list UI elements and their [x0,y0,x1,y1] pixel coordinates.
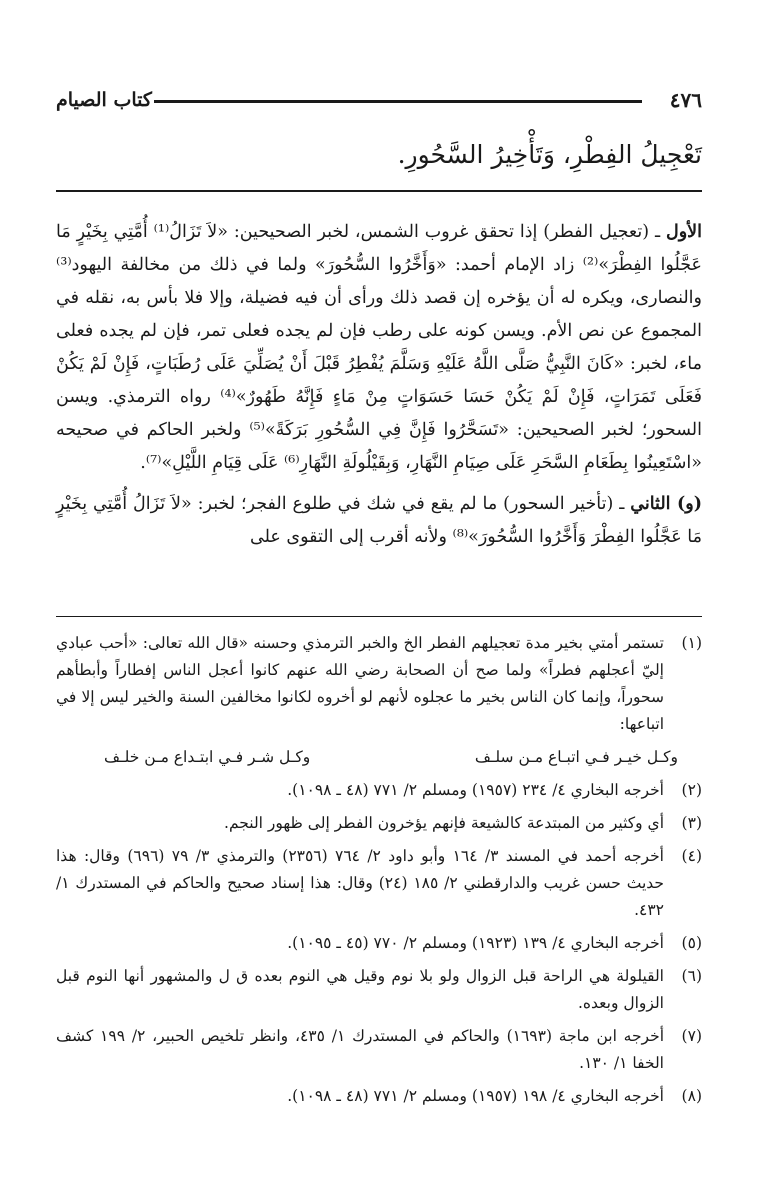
footnote [56,930,702,957]
commentary-body [56,216,702,562]
footnote-text: أخرجه البخاري ٤/ ١٣٩ (١٩٢٣) ومسلم ٢/ ٧٧٠ (٤٥ ـ ١٠٩٥). [287,934,664,952]
footnote [56,963,702,1017]
book-title: كتاب الصيام [56,89,152,111]
matn-text: تَعْجِيلُ الفِطْرِ، وَتَأْخِيرُ السَّحُورِ. [397,140,702,169]
footnote [56,1023,702,1077]
matn-divider [56,190,702,192]
footnote-number: (٦) [681,967,702,985]
footnote-text: القيلولة هي الراحة قبل الزوال ولو بلا نوم وقيل هي النوم بعده ق ل والمشهور أنها النوم قبل الزوال وبعده. [56,967,664,1012]
header-rule [154,100,642,103]
footnote [56,630,702,738]
footnote-number: (٧) [681,1027,702,1045]
footnote-number: (٣) [681,814,702,832]
footnote-number: (١) [681,634,702,652]
verse-hemistich-1: وكـل خيـر فـي اتبـاع مـن سلـف [474,748,678,766]
paragraph-text: ـ (تأخير السحور) ما لم يقع في شك في طلوع الفجر؛ لخبر: «لاَ تَزَالُ أُمَّتِي بِخَيْرٍ مَا عَجَّلُوا الفِطْرَ وَأَخَّرُوا السُّحُورَ»⁽⁸⁾ ولأنه أقرب إلى التقوى على [56,494,702,547]
page-number: ٤٧٦ [669,88,702,112]
poetry-verse [56,744,702,771]
footnote-text: أخرجه أحمد في المسند ٣/ ١٦٤ وأبو داود ٢/ ٧٦٤ (٢٣٥٦) والترمذي ٣/ ٧٩ (٦٩٦) وقال: هذا حديث حسن غريب والدارقطني ٢/ ١٨٥ (٢٤) وقال: هذا إسناد صحيح والحاكم في المستدرك ١/ ٤٣٢. [56,847,664,919]
footnote-number: (٨) [681,1087,702,1105]
footnote-number: (٢) [681,781,702,799]
commentary-paragraph [56,488,702,554]
footnote-text: أخرجه ابن ماجة (١٦٩٣) والحاكم في المستدرك ١/ ٤٣٥، وانظر تلخيص الحبير، ٢/ ١٩٩ كشف الخفا ١/ ١٣٠. [56,1027,665,1072]
footnote [56,843,702,924]
paragraph-text: ـ (تعجيل الفطر) إذا تحقق غروب الشمس، لخبر الصحيحين: «لاَ تَزَالُ⁽¹⁾ أُمَّتِي بِخَيْرٍ مَا عَجَّلُوا الفِطْرَ»⁽²⁾ زاد الإمام أحمد: «وَأَخَّرُوا السُّحُورَ» ولما في ذلك من مخالفة اليهود⁽³⁾ والنصارى، ويكره له أن يؤخره إن قصد ذلك ورأى أن فيه فضيلة، وإلا فلا بأس به، نقله في المجموع عن نص الأم. ويسن كونه على رطب فإن لم يجده فعلى تمر، فإن لم يجده فعلى ماء، لخبر: «كَانَ النَّبِيُّ صَلَّى اللَّهُ عَلَيْهِ وَسَلَّمَ يُفْطِرُ قَبْلَ أَنْ يُصَلِّيَ عَلَى رُطَبَاتٍ، فَإِنْ لَمْ يَكُنْ فَعَلَى تَمَرَاتٍ، فَإِنْ لَمْ يَكُنْ حَسَا حَسَوَاتٍ مِنْ مَاءٍ فَإِنَّهُ طَهُورٌ»⁽⁴⁾ رواه الترمذي. ويسن السحور؛ لخبر الصحيحين: «تَسَحَّرُوا فَإِنَّ فِي السُّحُورِ بَرَكَةً»⁽⁵⁾ ولخبر الحاكم في صحيحه «اسْتَعِينُوا بِطَعَامِ السَّحَرِ عَلَى صِيَامِ النَّهَارِ، وَبِقَيْلُولَةِ النَّهَارِ⁽⁶⁾ عَلَى قِيَامِ اللَّيْلِ»⁽⁷⁾. [56,222,703,473]
footnote-divider [56,616,702,617]
section-label: (و) الثاني [630,494,702,514]
footnote [56,777,702,804]
footnote-text: تستمر أمتي بخير مدة تعجيلهم الفطر الخ والخبر الترمذي وحسنه «قال الله تعالى: «أحب عبادي إليّ أعجلهم فطراً» ولما صح أن الصحابة رضي الله عنهم كانوا أعجل الناس إفطاراً وأبطأهم سحوراً، وإنما كان الناس بخير ما عجلوه لأنهم لو أخروه لكانوا مخالفين السنة والخير ليس إلا في اتباعها: [56,634,664,733]
footnote-number: (٤) [681,847,702,865]
verse-hemistich-2: وكـل شـر فـي ابتـداع مـن خلـف [104,748,311,766]
running-header [56,86,702,118]
footnote [56,810,702,837]
footnotes [56,630,702,1116]
commentary-paragraph [56,216,702,480]
footnote-text: أخرجه البخاري ٤/ ٢٣٤ (١٩٥٧) ومسلم ٢/ ٧٧١ (٤٨ ـ ١٠٩٨). [287,781,664,799]
footnote-number: (٥) [681,934,702,952]
footnote-text: أي وكثير من المبتدعة كالشيعة فإنهم يؤخرون الفطر إلى ظهور النجم. [224,814,664,832]
section-label: الأول [665,222,702,242]
footnote [56,1083,702,1110]
footnote-text: أخرجه البخاري ٤/ ١٩٨ (١٩٥٧) ومسلم ٢/ ٧٧١ (٤٨ ـ ١٠٩٨). [287,1087,664,1105]
